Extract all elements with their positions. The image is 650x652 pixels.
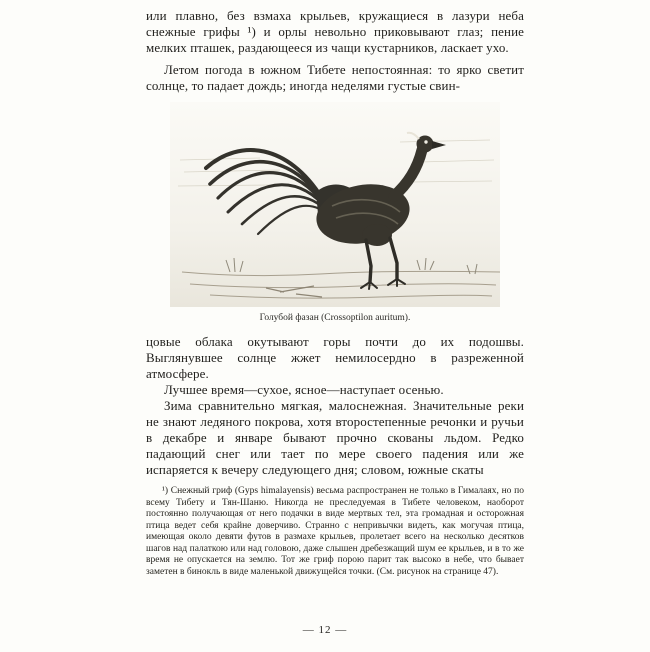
paragraph-1: или плавно, без взмаха крыльев, кружащиеся в лазури неба снежные грифы ¹) и орлы невольно приковывают глаз; пение мелких пташек, раздающееся из чащи кустарников, ласкает ухо. bbox=[146, 8, 524, 55]
figure-caption: Голубой фазан (Crossoptilon auritum). bbox=[259, 313, 411, 323]
paragraph-4: Лучшее время—сухое, ясное—наступает осенью. bbox=[164, 382, 444, 397]
pheasant-engraving-image bbox=[170, 102, 500, 307]
paragraph-5: Зима сравнительно мягкая, малоснежная. Значительные реки не знают ледяного покрова, хотя второстепенные речонки и ручьи в декабре и январе бывают прочно скованы льдом. Редко падающий снег или тает по мере своего падения или же испаряется к вечеру следующего дня; словом, южные скаты bbox=[146, 398, 524, 477]
footnote: ¹) Снежный гриф (Gyps himalayensis) весьма распространен не только в Гималаях, но по всему Тибету и Тян-Шаню. Никогда не преследуемая в Тибете человеком, наоборот постоянно получающая от него подачки в виде мертвых тел, эта громадная и осторожная птица ведет себя крайне доверчиво. Странно с непривычки видеть, как могучая птица, имеющая около девяти футов в размахе крыльев, пролетает всего на несколько десятков шагов над палаткою или над головою, даже слышен дребезжащий шум ее крыльев, и в то же время не опускается на землю. Тот же гриф порою парит так высоко в небе, что бывает заметен в бинокль в виде маленькой движущейся точки. (См. рисунок на странице 47). bbox=[146, 486, 524, 577]
figure-bird bbox=[170, 102, 500, 324]
bird-illustration bbox=[170, 102, 500, 307]
text-column bbox=[146, 8, 524, 578]
page-number: — 12 — bbox=[302, 624, 348, 636]
paragraph-3: цовые облака окутывают горы почти до их подошвы. Выглянувшее солнце жжет немилосердно в разреженной атмосфере. bbox=[146, 334, 524, 381]
paragraph-2: Летом погода в южном Тибете непостоянная: то ярко светит солнце, то падает дождь; иногда неделями густые свин- bbox=[146, 62, 524, 93]
bird-eye bbox=[424, 140, 427, 143]
